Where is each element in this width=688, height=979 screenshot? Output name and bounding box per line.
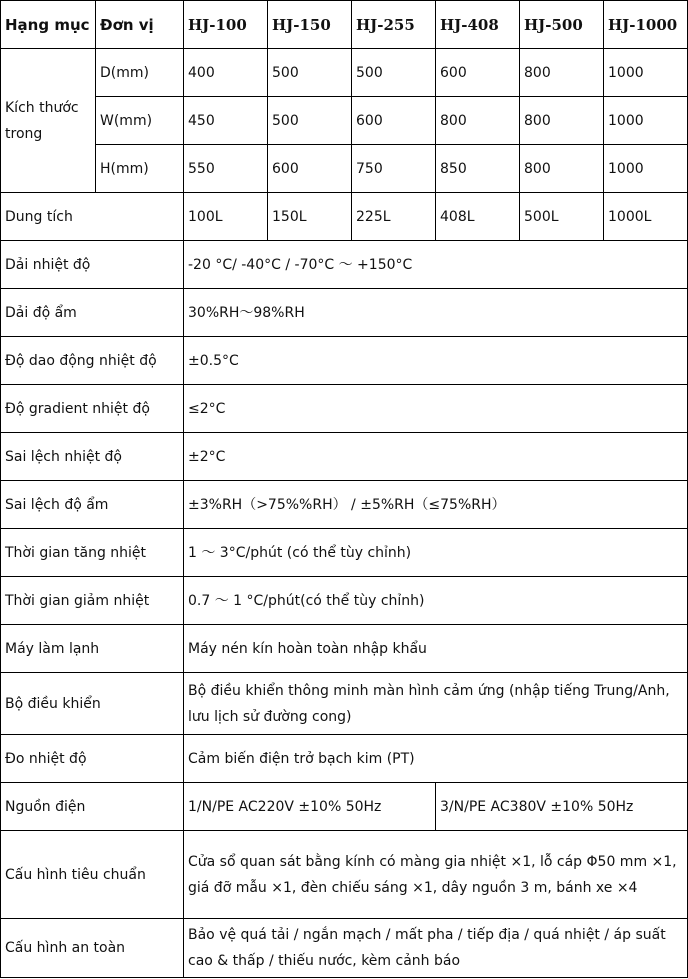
safety-config-label: Cấu hình an toàn xyxy=(1,919,184,978)
table-row xyxy=(1,673,688,735)
spec-value: ≤2°C xyxy=(184,385,688,433)
safety-config-value: Bảo vệ quá tải / ngắn mạch / mất pha / tiếp địa / quá nhiệt / áp suất cao & thấp / thiếu nước, kèm cảnh báo xyxy=(184,919,688,978)
header-model: HJ-150 xyxy=(268,1,352,49)
table-row xyxy=(1,385,688,433)
header-category: Hạng mục xyxy=(1,1,96,49)
inner-size-unit: W(mm) xyxy=(96,97,184,145)
table-cell: 500 xyxy=(268,97,352,145)
table-cell: 400 xyxy=(184,49,268,97)
table-row xyxy=(1,289,688,337)
table-row xyxy=(1,529,688,577)
table-cell: 600 xyxy=(268,145,352,193)
header-model: HJ-408 xyxy=(436,1,520,49)
table-row xyxy=(1,49,688,97)
inner-size-unit: H(mm) xyxy=(96,145,184,193)
table-cell: 500 xyxy=(268,49,352,97)
power-value-small: 1/N/PE AC220V ±10% 50Hz xyxy=(184,783,436,831)
table-cell: 100L xyxy=(184,193,268,241)
table-row xyxy=(1,831,688,919)
table-cell: 1000 xyxy=(604,49,688,97)
spec-value: ±3%RH（>75%%RH） / ±5%RH（≤75%RH） xyxy=(184,481,688,529)
standard-config-label: Cấu hình tiêu chuẩn xyxy=(1,831,184,919)
power-label: Nguồn điện xyxy=(1,783,184,831)
spec-value: Bộ điều khiển thông minh màn hình cảm ứng (nhập tiếng Trung/Anh, lưu lịch sử đường cong) xyxy=(184,673,688,735)
header-unit: Đơn vị xyxy=(96,1,184,49)
spec-label: Đo nhiệt độ xyxy=(1,735,184,783)
table-cell: 1000 xyxy=(604,145,688,193)
table-row xyxy=(1,97,688,145)
header-model: HJ-1000 xyxy=(604,1,688,49)
table-row xyxy=(1,577,688,625)
spec-label: Độ dao động nhiệt độ xyxy=(1,337,184,385)
table-row xyxy=(1,783,688,831)
table-row xyxy=(1,625,688,673)
table-cell: 408L xyxy=(436,193,520,241)
table-cell: 800 xyxy=(520,49,604,97)
spec-label: Bộ điều khiển xyxy=(1,673,184,735)
spec-label: Sai lệch độ ẩm xyxy=(1,481,184,529)
spec-label: Thời gian tăng nhiệt xyxy=(1,529,184,577)
spec-label: Sai lệch nhiệt độ xyxy=(1,433,184,481)
spec-value: ±0.5°C xyxy=(184,337,688,385)
table-cell: 800 xyxy=(436,97,520,145)
spec-label: Dải nhiệt độ xyxy=(1,241,184,289)
spec-label: Thời gian giảm nhiệt xyxy=(1,577,184,625)
table-cell: 800 xyxy=(520,145,604,193)
spec-label: Độ gradient nhiệt độ xyxy=(1,385,184,433)
header-model: HJ-255 xyxy=(352,1,436,49)
table-row xyxy=(1,337,688,385)
table-cell: 150L xyxy=(268,193,352,241)
table-row xyxy=(1,241,688,289)
spec-label: Máy làm lạnh xyxy=(1,625,184,673)
table-cell: 750 xyxy=(352,145,436,193)
table-row xyxy=(1,919,688,978)
table-cell: 1000L xyxy=(604,193,688,241)
spec-value: 30%RH～98%RH xyxy=(184,289,688,337)
table-cell: 225L xyxy=(352,193,436,241)
table-cell: 550 xyxy=(184,145,268,193)
table-row xyxy=(1,481,688,529)
spec-value: Cảm biến điện trở bạch kim (PT) xyxy=(184,735,688,783)
table-row xyxy=(1,193,688,241)
table-cell: 500L xyxy=(520,193,604,241)
standard-config-value: Cửa sổ quan sát bằng kính có màng gia nhiệt ×1, lỗ cáp Φ50 mm ×1, giá đỡ mẫu ×1, đèn chiếu sáng ×1, dây nguồn 3 m, bánh xe ×4 xyxy=(184,831,688,919)
spec-value: Máy nén kín hoàn toàn nhập khẩu xyxy=(184,625,688,673)
power-value-large: 3/N/PE AC380V ±10% 50Hz xyxy=(436,783,688,831)
inner-size-unit: D(mm) xyxy=(96,49,184,97)
spec-label: Dải độ ẩm xyxy=(1,289,184,337)
header-model: HJ-500 xyxy=(520,1,604,49)
table-cell: 1000 xyxy=(604,97,688,145)
table-cell: 600 xyxy=(436,49,520,97)
inner-size-label: Kích thước trong xyxy=(1,49,96,193)
spec-value: -20 °C/ -40°C / -70°C ～ +150°C xyxy=(184,241,688,289)
spec-value: ±2°C xyxy=(184,433,688,481)
table-cell: 800 xyxy=(520,97,604,145)
table-cell: 600 xyxy=(352,97,436,145)
header-row xyxy=(1,1,688,49)
table-cell: 450 xyxy=(184,97,268,145)
table-row xyxy=(1,145,688,193)
capacity-label: Dung tích xyxy=(1,193,184,241)
table-cell: 850 xyxy=(436,145,520,193)
header-model: HJ-100 xyxy=(184,1,268,49)
table-row xyxy=(1,433,688,481)
spec-value: 0.7 ～ 1 °C/phút(có thể tùy chỉnh) xyxy=(184,577,688,625)
table-row xyxy=(1,735,688,783)
table-cell: 500 xyxy=(352,49,436,97)
spec-value: 1 ～ 3°C/phút (có thể tùy chỉnh) xyxy=(184,529,688,577)
